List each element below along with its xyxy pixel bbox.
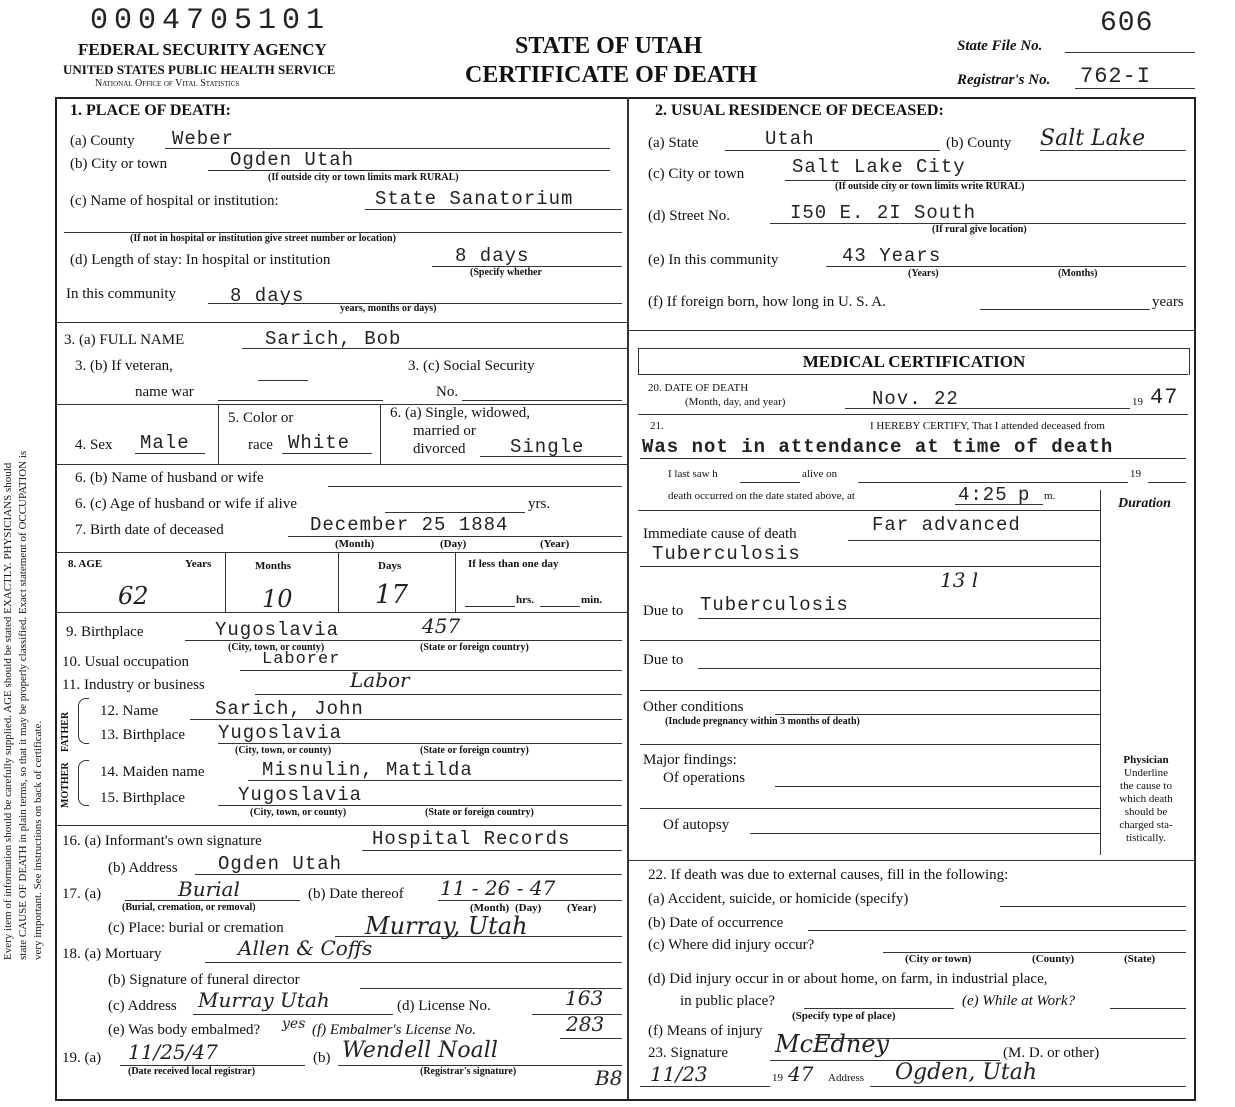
injury-county-note: (County) xyxy=(1032,953,1075,965)
registrar-label: Registrar's No. xyxy=(957,72,1051,88)
birthplace-city-note: (City, town, or county) xyxy=(228,642,325,653)
alive-on-label: alive on xyxy=(802,468,838,480)
spouse-label: 6. (b) Name of husband or wife xyxy=(75,470,264,486)
duration-heading: Duration xyxy=(1118,496,1171,511)
last-saw-label: I last saw h xyxy=(668,468,718,480)
spouse-age-label: 6. (c) Age of husband or wife if alive xyxy=(75,496,298,512)
embalmer-license-number: 283 xyxy=(566,1012,605,1036)
state-title: STATE OF UTAH xyxy=(515,33,703,59)
physician-note xyxy=(1100,754,1192,845)
yrs-label: yrs. xyxy=(528,496,551,512)
birth-date: December 25 1884 xyxy=(310,514,509,536)
means-of-injury-label: (f) Means of injury xyxy=(648,1023,763,1039)
mother-label: MOTHER xyxy=(60,762,71,808)
residence-city-note: (If outside city or town limits write RURAL) xyxy=(835,181,1025,192)
attendance-statement: Was not in attendance at time of death xyxy=(642,436,1114,458)
hospital-note: (If not in hospital or institution give street number or location) xyxy=(130,233,396,244)
informant-address-label: (b) Address xyxy=(108,860,178,876)
industry-label: 11. Industry or business xyxy=(62,677,205,693)
death-occurred-label: death occurred on the date stated above, at xyxy=(668,490,855,502)
birthplace-state-note: (State or foreign country) xyxy=(420,642,529,653)
dod-year: 47 xyxy=(1150,385,1179,410)
sex-label: 4. Sex xyxy=(75,437,113,453)
mother-state-note: (State or foreign country) xyxy=(425,807,534,818)
sex-value: Male xyxy=(140,432,190,454)
hrs-label: hrs. xyxy=(516,594,535,606)
years-label: Years xyxy=(185,558,212,570)
community-note: years, months or days) xyxy=(340,303,437,314)
informant-address: Ogden Utah xyxy=(218,853,343,875)
months-note: (Months) xyxy=(1058,268,1098,279)
father-label: FATHER xyxy=(60,711,71,752)
race-value: White xyxy=(288,432,351,454)
residence-city-label: (c) City or town xyxy=(648,166,745,182)
physician-signature-label: 23. Signature xyxy=(648,1045,728,1061)
marital-label-2: married or xyxy=(413,423,476,439)
side-instruction-1: Every item of information should be carefully supplied. AGE should be stated EXACTLY. PHYSICIANS should xyxy=(2,462,14,960)
war-label: name war xyxy=(135,384,194,400)
death-city: Ogden Utah xyxy=(230,149,355,171)
street-note: (If rural give location) xyxy=(932,224,1027,235)
day-note: (Day) xyxy=(440,538,467,550)
state-file-number: 606 xyxy=(1100,8,1154,39)
physician-note-4: which death xyxy=(1119,793,1173,805)
mother-birthplace: Yugoslavia xyxy=(238,784,363,806)
stay-note: (Specify whether xyxy=(470,267,542,278)
physician-note-7: tistically. xyxy=(1126,832,1166,844)
veteran-label: 3. (b) If veteran, xyxy=(75,358,173,374)
registrar-signature-label: (b) xyxy=(313,1050,331,1066)
specify-type-note: (Specify type of place) xyxy=(792,1010,896,1022)
physician-note-1: Physician xyxy=(1123,754,1169,766)
race-label: race xyxy=(248,437,273,453)
form-frame xyxy=(55,97,1196,1101)
physician-note-2: Underline xyxy=(1124,767,1168,779)
date-received: 11/25/47 xyxy=(128,1040,218,1064)
date-of-death-note: (Month, day, and year) xyxy=(685,396,786,408)
injury-location-label: (c) Where did injury occur? xyxy=(648,937,815,953)
place-of-burial: Murray, Utah xyxy=(365,912,528,940)
hospital-name: State Sanatorium xyxy=(375,188,574,210)
disposal-method: Burial xyxy=(178,877,240,901)
received-label: 19. (a) xyxy=(62,1050,102,1066)
less-than-day-label: If less than one day xyxy=(468,558,559,570)
burial-date: 11 - 26 - 47 xyxy=(440,876,556,900)
external-causes-label: 22. If death was due to external causes, fill in the following: xyxy=(648,867,1009,883)
residence-heading: 2. USUAL RESIDENCE OF DECEASED: xyxy=(655,102,944,119)
days-label: Days xyxy=(378,560,402,572)
autopsy-label: Of autopsy xyxy=(663,817,730,833)
dod-year-prefix: 19 xyxy=(1132,396,1143,408)
embalmed-value: yes xyxy=(282,1016,306,1032)
father-name: Sarich, John xyxy=(215,698,364,720)
injury-state-note: (State) xyxy=(1124,953,1156,965)
residence-community-label: (e) In this community xyxy=(648,252,779,268)
mother-birthplace-label: 15. Birthplace xyxy=(100,790,185,806)
birthplace-label: 9. Birthplace xyxy=(66,624,144,640)
residence-county-label: (b) County xyxy=(946,135,1012,151)
mortuary-address-label: (c) Address xyxy=(108,998,177,1014)
hospital-label: (c) Name of hospital or institution: xyxy=(70,193,279,209)
year-note: (Year) xyxy=(540,538,570,550)
informant-label: 16. (a) Informant's own signature xyxy=(62,833,262,849)
immediate-cause-label: Immediate cause of death xyxy=(643,526,797,542)
informant-signature: Hospital Records xyxy=(372,828,571,850)
registrar-number: 762-I xyxy=(1080,64,1152,89)
residence-city: Salt Lake City xyxy=(792,156,966,178)
received-note: (Date received local registrar) xyxy=(128,1066,256,1077)
registrar-signature: Wendell Noall xyxy=(342,1038,498,1063)
signature-address: Ogden, Utah xyxy=(895,1060,1038,1085)
marital-label-1: 6. (a) Single, widowed, xyxy=(390,405,530,421)
residence-state-label: (a) State xyxy=(648,135,699,151)
date-thereof-label: (b) Date thereof xyxy=(308,886,404,902)
license-label: (d) License No. xyxy=(397,998,491,1014)
mother-city-note: (City, town, or county) xyxy=(250,807,347,818)
community-label: In this community xyxy=(66,286,176,302)
stay-label: (d) Length of stay: In hospital or institution xyxy=(70,252,331,268)
embalmer-license-label: (f) Embalmer's License No. xyxy=(312,1022,477,1038)
office-name: National Office of Vital Statistics xyxy=(95,78,240,89)
immediate-cause-1: Far advanced xyxy=(872,514,1021,536)
place-burial-label: (c) Place: burial or cremation xyxy=(108,920,284,936)
birthplace: Yugoslavia xyxy=(215,619,340,641)
certificate-number: 0004705101 xyxy=(90,4,331,38)
father-name-label: 12. Name xyxy=(100,703,159,719)
at-work-label: (e) While at Work? xyxy=(962,993,1076,1009)
city-note: (If outside city or town limits mark RURAL) xyxy=(268,172,459,183)
mother-maiden-name: Misnulin, Matilda xyxy=(262,759,473,781)
burial-year-note: (Year) xyxy=(567,902,597,914)
mortuary-name: Allen & Coffs xyxy=(238,936,373,960)
other-conditions-label: Other conditions xyxy=(643,699,744,715)
father-city-note: (City, town, or county) xyxy=(235,745,332,756)
physician-note-6: charged sta- xyxy=(1119,819,1173,831)
residence-county: Salt Lake xyxy=(1040,126,1146,151)
physician-signature: McEdney xyxy=(775,1030,890,1058)
age-months: 10 xyxy=(262,585,293,613)
mother-name-label: 14. Maiden name xyxy=(100,764,205,780)
due-to-label-2: Due to xyxy=(643,652,684,668)
color-label: 5. Color or xyxy=(228,410,294,426)
physician-note-5: should be xyxy=(1124,806,1168,818)
min-label: min. xyxy=(581,594,603,606)
industry: Labor xyxy=(350,668,410,692)
immediate-cause-2: Tuberculosis xyxy=(652,543,801,565)
funeral-director-label: (b) Signature of funeral director xyxy=(108,972,300,988)
time-m-label: m. xyxy=(1044,490,1056,502)
public-place-label: in public place? xyxy=(680,993,775,1009)
birthplace-code: 457 xyxy=(422,614,461,638)
cause-code: 13 l xyxy=(940,568,979,592)
residence-state: Utah xyxy=(765,128,815,150)
burial-month-note: (Month) xyxy=(470,902,510,914)
date-of-death-label: 20. DATE OF DEATH xyxy=(648,382,749,394)
months-label: Months xyxy=(255,560,292,572)
father-state-note: (State or foreign country) xyxy=(420,745,529,756)
street-label: (d) Street No. xyxy=(648,208,731,224)
date-of-occurrence-label: (b) Date of occurrence xyxy=(648,915,784,931)
disposal-label: 17. (a) xyxy=(62,886,102,902)
age-years: 62 xyxy=(118,582,149,610)
service-name: UNITED STATES PUBLIC HEALTH SERVICE xyxy=(63,62,336,77)
side-instruction-2: state CAUSE OF DEATH in plain terms, so that it may be properly classified. Exact statement of OCCUPATION is xyxy=(17,450,29,960)
occupation: Laborer xyxy=(262,650,341,669)
physician-note-3: the cause to xyxy=(1120,780,1172,792)
foreign-born-label: (f) If foreign born, how long in U. S. A. xyxy=(648,294,886,310)
occupation-label: 10. Usual occupation xyxy=(62,654,190,670)
foreign-years-label: years xyxy=(1152,294,1184,310)
state-file-label: State File No. xyxy=(957,38,1043,54)
ss-no-label: No. xyxy=(436,384,459,400)
date-of-death: Nov. 22 xyxy=(872,388,959,410)
fullname-label: 3. (a) FULL NAME xyxy=(64,332,185,348)
full-name: Sarich, Bob xyxy=(265,328,402,350)
signature-year-prefix: 19 xyxy=(772,1072,783,1084)
marital-label-3: divorced xyxy=(413,441,466,457)
medical-certification-heading: MEDICAL CERTIFICATION xyxy=(638,348,1190,375)
document-title: CERTIFICATE OF DEATH xyxy=(465,62,758,88)
license-number: 163 xyxy=(565,986,604,1010)
mortuary-label: 18. (a) Mortuary xyxy=(62,946,162,962)
place-of-death-heading: 1. PLACE OF DEATH: xyxy=(70,102,231,119)
time-pm: p xyxy=(1018,484,1031,506)
registrar-district-number: B8 xyxy=(595,1066,623,1090)
disposal-note: (Burial, cremation, or removal) xyxy=(122,902,256,913)
age-label: 8. AGE xyxy=(68,558,103,570)
years-note: (Years) xyxy=(908,268,939,279)
due-to-1: Tuberculosis xyxy=(700,594,849,616)
death-county: Weber xyxy=(172,128,235,150)
certify-label: I HEREBY CERTIFY, That I attended deceased from xyxy=(870,420,1105,432)
community-length: 8 days xyxy=(230,285,305,307)
county-label: (a) County xyxy=(70,133,135,149)
accident-label: (a) Accident, suicide, or homicide (specify) xyxy=(648,891,909,907)
signature-year: 47 xyxy=(788,1062,814,1086)
registrar-signature-note: (Registrar's signature) xyxy=(420,1066,517,1077)
injury-city-note: (City or town) xyxy=(905,953,972,965)
time-of-death: 4:25 xyxy=(958,484,1008,506)
stay-length: 8 days xyxy=(455,245,530,267)
major-findings-label: Major findings: xyxy=(643,752,737,768)
signature-date: 11/23 xyxy=(650,1062,708,1086)
other-conditions-note: (Include pregnancy within 3 months of death) xyxy=(665,716,860,727)
residence-community: 43 Years xyxy=(842,245,942,267)
marital-status: Single xyxy=(510,436,585,458)
burial-day-note: (Day) xyxy=(515,902,542,914)
certify-number: 21. xyxy=(650,420,664,432)
social-security-label: 3. (c) Social Security xyxy=(408,358,535,374)
side-instruction-3: very important. See instructions on back of certificate. xyxy=(32,720,44,960)
month-note: (Month) xyxy=(335,538,375,550)
father-birthplace: Yugoslavia xyxy=(218,722,343,744)
birthdate-label: 7. Birth date of deceased xyxy=(75,522,224,538)
embalmed-label: (e) Was body embalmed? xyxy=(108,1022,261,1038)
last-saw-year-prefix: 19 xyxy=(1130,468,1141,480)
father-birthplace-label: 13. Birthplace xyxy=(100,727,185,743)
mortuary-address: Murray Utah xyxy=(198,988,330,1012)
street-address: I50 E. 2I South xyxy=(790,202,977,224)
injury-place-label: (d) Did injury occur in or about home, on farm, in industrial place, xyxy=(648,971,1048,987)
md-label: (M. D. or other) xyxy=(1003,1045,1100,1061)
city-label: (b) City or town xyxy=(70,156,168,172)
signature-address-label: Address xyxy=(828,1072,865,1084)
operations-label: Of operations xyxy=(663,770,746,786)
age-days: 17 xyxy=(375,580,409,610)
due-to-label-1: Due to xyxy=(643,603,684,619)
agency-name: FEDERAL SECURITY AGENCY xyxy=(78,40,327,59)
